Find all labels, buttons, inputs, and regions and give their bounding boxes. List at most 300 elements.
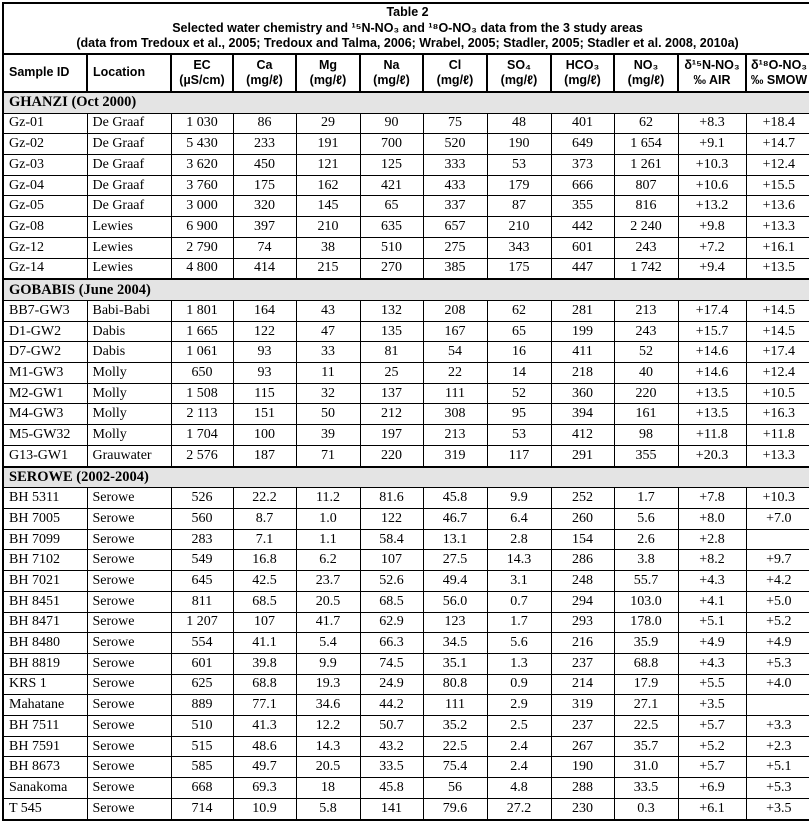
cell-cl: 80.8 (423, 674, 487, 695)
col-header-unit: (mg/ℓ) (564, 72, 601, 87)
cell-hco3: 411 (551, 342, 614, 363)
cell-hco3: 230 (551, 798, 614, 820)
cell-hco3: 199 (551, 321, 614, 342)
cell-sample-id: Gz-03 (3, 155, 87, 176)
cell-hco3: 666 (551, 175, 614, 196)
cell-ec: 1 801 (171, 300, 233, 321)
cell-no3: 55.7 (614, 571, 678, 592)
col-header-hco3 (551, 54, 614, 92)
cell-ec: 3 620 (171, 155, 233, 176)
cell-d18o-no3: +4.0 (746, 674, 809, 695)
cell-mg: 9.9 (296, 653, 360, 674)
cell-location: Serowe (87, 529, 171, 550)
cell-ca: 450 (233, 155, 296, 176)
cell-ec: 714 (171, 798, 233, 820)
table-row (3, 550, 809, 571)
cell-hco3: 216 (551, 633, 614, 654)
cell-so4: 343 (487, 237, 551, 258)
cell-d18o-no3: +3.5 (746, 798, 809, 820)
cell-sample-id: M1-GW3 (3, 363, 87, 384)
cell-location: De Graaf (87, 196, 171, 217)
cell-d18o-no3: +5.3 (746, 778, 809, 799)
cell-mg: 14.3 (296, 736, 360, 757)
table-row (3, 175, 809, 196)
cell-no3: 1 261 (614, 155, 678, 176)
cell-no3: 161 (614, 404, 678, 425)
cell-na: 68.5 (360, 591, 423, 612)
cell-d18o-no3: +14.5 (746, 321, 809, 342)
cell-no3: 178.0 (614, 612, 678, 633)
cell-ec: 2 113 (171, 404, 233, 425)
cell-cl: 56.0 (423, 591, 487, 612)
cell-sample-id: Gz-12 (3, 237, 87, 258)
cell-ca: 93 (233, 363, 296, 384)
cell-ec: 554 (171, 633, 233, 654)
cell-hco3: 267 (551, 736, 614, 757)
col-header-label: Na (383, 57, 400, 72)
title-row (3, 3, 809, 54)
cell-hco3: 288 (551, 778, 614, 799)
cell-sample-id: Gz-14 (3, 258, 87, 279)
cell-d15n-no3: +8.0 (678, 509, 746, 530)
cell-d15n-no3: +14.6 (678, 363, 746, 384)
col-header-unit: (mg/ℓ) (500, 72, 538, 87)
cell-so4: 0.9 (487, 674, 551, 695)
cell-hco3: 394 (551, 404, 614, 425)
cell-ca: 8.7 (233, 509, 296, 530)
cell-ec: 889 (171, 695, 233, 716)
water-chemistry-table (2, 2, 809, 821)
cell-d18o-no3: +16.3 (746, 404, 809, 425)
cell-d15n-no3: +20.3 (678, 445, 746, 466)
table-body (3, 92, 809, 820)
cell-ec: 650 (171, 363, 233, 384)
cell-no3: 2.6 (614, 529, 678, 550)
col-header-label: Cl (448, 57, 462, 72)
cell-cl: 275 (423, 237, 487, 258)
col-header-label: SO₄ (506, 57, 532, 72)
cell-sample-id: BH 8673 (3, 757, 87, 778)
cell-ca: 42.5 (233, 571, 296, 592)
cell-mg: 29 (296, 113, 360, 134)
cell-so4: 0.7 (487, 591, 551, 612)
cell-location: Molly (87, 404, 171, 425)
cell-mg: 19.3 (296, 674, 360, 695)
cell-ca: 68.5 (233, 591, 296, 612)
cell-ca: 48.6 (233, 736, 296, 757)
cell-d18o-no3: +16.1 (746, 237, 809, 258)
cell-so4: 1.7 (487, 612, 551, 633)
cell-hco3: 294 (551, 591, 614, 612)
cell-d15n-no3: +2.8 (678, 529, 746, 550)
cell-na: 220 (360, 445, 423, 466)
cell-no3: 17.9 (614, 674, 678, 695)
cell-d15n-no3: +4.3 (678, 653, 746, 674)
cell-hco3: 286 (551, 550, 614, 571)
cell-hco3: 373 (551, 155, 614, 176)
cell-sample-id: M2-GW1 (3, 383, 87, 404)
cell-hco3: 401 (551, 113, 614, 134)
cell-hco3: 237 (551, 653, 614, 674)
table-number: Table 2 (386, 5, 429, 19)
section-header-label: GHANZI (Oct 2000) (3, 92, 809, 113)
cell-ec: 585 (171, 757, 233, 778)
cell-no3: 807 (614, 175, 678, 196)
cell-location: Serowe (87, 612, 171, 633)
cell-cl: 27.5 (423, 550, 487, 571)
cell-na: 24.9 (360, 674, 423, 695)
cell-ec: 645 (171, 571, 233, 592)
cell-location: Serowe (87, 736, 171, 757)
cell-cl: 54 (423, 342, 487, 363)
cell-na: 25 (360, 363, 423, 384)
cell-sample-id: Mahatane (3, 695, 87, 716)
cell-ca: 107 (233, 612, 296, 633)
cell-ec: 2 576 (171, 445, 233, 466)
section-header-label: SEROWE (2002-2004) (3, 467, 809, 488)
col-header-cl (423, 54, 487, 92)
table-row (3, 488, 809, 509)
table-row (3, 237, 809, 258)
cell-so4: 2.4 (487, 736, 551, 757)
cell-mg: 1.0 (296, 509, 360, 530)
cell-ec: 1 665 (171, 321, 233, 342)
cell-d15n-no3: +5.1 (678, 612, 746, 633)
cell-hco3: 252 (551, 488, 614, 509)
cell-mg: 121 (296, 155, 360, 176)
cell-no3: 68.8 (614, 653, 678, 674)
cell-location: Dabis (87, 321, 171, 342)
cell-ec: 601 (171, 653, 233, 674)
cell-hco3: 154 (551, 529, 614, 550)
cell-d18o-no3 (746, 695, 809, 716)
cell-hco3: 237 (551, 716, 614, 737)
table-row (3, 134, 809, 155)
cell-cl: 22.5 (423, 736, 487, 757)
cell-hco3: 319 (551, 695, 614, 716)
cell-d15n-no3: +9.8 (678, 217, 746, 238)
table-row (3, 300, 809, 321)
cell-sample-id: D7-GW2 (3, 342, 87, 363)
cell-hco3: 601 (551, 237, 614, 258)
cell-d18o-no3: +4.2 (746, 571, 809, 592)
cell-no3: 33.5 (614, 778, 678, 799)
cell-cl: 213 (423, 425, 487, 446)
col-header-unit: ‰ SMOW (750, 72, 808, 87)
cell-ca: 151 (233, 404, 296, 425)
cell-location: Molly (87, 363, 171, 384)
cell-mg: 145 (296, 196, 360, 217)
cell-sample-id: BH 7102 (3, 550, 87, 571)
cell-na: 135 (360, 321, 423, 342)
cell-so4: 6.4 (487, 509, 551, 530)
cell-d18o-no3: +18.4 (746, 113, 809, 134)
cell-mg: 210 (296, 217, 360, 238)
cell-sample-id: Gz-01 (3, 113, 87, 134)
cell-no3: 2 240 (614, 217, 678, 238)
cell-sample-id: BH 7511 (3, 716, 87, 737)
cell-ca: 10.9 (233, 798, 296, 820)
cell-no3: 816 (614, 196, 678, 217)
cell-so4: 14.3 (487, 550, 551, 571)
table-source-note: (data from Tredoux et al., 2005; Tredoux and Talma, 2006; Wrabel, 2005; Stadler, 2005; Stadler et al. 2008, 2010a) (76, 36, 739, 51)
cell-na: 58.4 (360, 529, 423, 550)
cell-mg: 162 (296, 175, 360, 196)
cell-location: Serowe (87, 778, 171, 799)
cell-sample-id: Sanakoma (3, 778, 87, 799)
cell-d15n-no3: +6.9 (678, 778, 746, 799)
cell-cl: 13.1 (423, 529, 487, 550)
cell-sample-id: BH 8471 (3, 612, 87, 633)
col-header-na (360, 54, 423, 92)
cell-na: 635 (360, 217, 423, 238)
cell-location: Molly (87, 425, 171, 446)
column-header-row (3, 54, 809, 92)
cell-cl: 45.8 (423, 488, 487, 509)
cell-location: Serowe (87, 757, 171, 778)
cell-ca: 122 (233, 321, 296, 342)
cell-d15n-no3: +8.2 (678, 550, 746, 571)
cell-so4: 14 (487, 363, 551, 384)
cell-mg: 47 (296, 321, 360, 342)
table-row (3, 798, 809, 820)
cell-d18o-no3: +13.3 (746, 217, 809, 238)
cell-no3: 243 (614, 321, 678, 342)
cell-so4: 179 (487, 175, 551, 196)
table-row (3, 258, 809, 279)
cell-d15n-no3: +5.7 (678, 757, 746, 778)
cell-sample-id: BH 7099 (3, 529, 87, 550)
cell-cl: 308 (423, 404, 487, 425)
cell-mg: 5.4 (296, 633, 360, 654)
table-row (3, 217, 809, 238)
cell-na: 197 (360, 425, 423, 446)
col-header-unit: (mg/ℓ) (309, 72, 347, 87)
cell-d15n-no3: +10.6 (678, 175, 746, 196)
col-header-unit: (mg/ℓ) (373, 72, 410, 87)
cell-na: 81 (360, 342, 423, 363)
cell-na: 137 (360, 383, 423, 404)
cell-no3: 98 (614, 425, 678, 446)
table-row (3, 633, 809, 654)
col-header-d15n-no3 (678, 54, 746, 92)
cell-mg: 33 (296, 342, 360, 363)
cell-ec: 510 (171, 716, 233, 737)
cell-d18o-no3: +13.6 (746, 196, 809, 217)
cell-location: Grauwater (87, 445, 171, 466)
cell-d15n-no3: +14.6 (678, 342, 746, 363)
cell-sample-id: Gz-08 (3, 217, 87, 238)
col-header-label: Sample ID (9, 65, 70, 80)
cell-d18o-no3: +2.3 (746, 736, 809, 757)
table-row (3, 404, 809, 425)
cell-ec: 811 (171, 591, 233, 612)
col-header-so4 (487, 54, 551, 92)
cell-d15n-no3: +7.2 (678, 237, 746, 258)
cell-d18o-no3: +5.1 (746, 757, 809, 778)
col-header-label: δ¹⁸O-NO₃ (751, 57, 808, 72)
cell-so4: 27.2 (487, 798, 551, 820)
cell-ca: 7.1 (233, 529, 296, 550)
cell-mg: 38 (296, 237, 360, 258)
cell-ca: 175 (233, 175, 296, 196)
cell-ca: 93 (233, 342, 296, 363)
cell-mg: 32 (296, 383, 360, 404)
col-header-unit: (mg/ℓ) (246, 72, 283, 87)
cell-mg: 71 (296, 445, 360, 466)
cell-sample-id: T 545 (3, 798, 87, 820)
cell-so4: 53 (487, 155, 551, 176)
cell-location: Lewies (87, 237, 171, 258)
cell-location: Serowe (87, 653, 171, 674)
cell-d18o-no3: +11.8 (746, 425, 809, 446)
col-header-ca (233, 54, 296, 92)
cell-no3: 213 (614, 300, 678, 321)
cell-d18o-no3 (746, 529, 809, 550)
cell-so4: 2.4 (487, 757, 551, 778)
cell-hco3: 447 (551, 258, 614, 279)
cell-mg: 11.2 (296, 488, 360, 509)
cell-cl: 333 (423, 155, 487, 176)
cell-sample-id: BH 7591 (3, 736, 87, 757)
cell-no3: 52 (614, 342, 678, 363)
cell-so4: 2.5 (487, 716, 551, 737)
cell-d15n-no3: +13.5 (678, 404, 746, 425)
cell-d18o-no3: +10.5 (746, 383, 809, 404)
table-row (3, 155, 809, 176)
cell-d15n-no3: +13.2 (678, 196, 746, 217)
cell-ec: 6 900 (171, 217, 233, 238)
cell-location: Serowe (87, 798, 171, 820)
table-row (3, 196, 809, 217)
table-row (3, 425, 809, 446)
cell-d18o-no3: +9.7 (746, 550, 809, 571)
col-header-label: HCO₃ (565, 57, 600, 72)
cell-ec: 1 508 (171, 383, 233, 404)
table-caption: Selected water chemistry and ¹⁵N-NO₃ and ¹⁸O-NO₃ data from the 3 study areas (172, 20, 643, 35)
table-row (3, 612, 809, 633)
cell-d15n-no3: +17.4 (678, 300, 746, 321)
cell-na: 52.6 (360, 571, 423, 592)
cell-so4: 3.1 (487, 571, 551, 592)
col-header-label: δ¹⁵N-NO₃ (684, 57, 740, 72)
cell-so4: 175 (487, 258, 551, 279)
cell-d15n-no3: +4.9 (678, 633, 746, 654)
cell-na: 43.2 (360, 736, 423, 757)
cell-so4: 4.8 (487, 778, 551, 799)
cell-na: 33.5 (360, 757, 423, 778)
cell-ec: 1 207 (171, 612, 233, 633)
cell-d18o-no3: +13.3 (746, 445, 809, 466)
col-header-label: NO₃ (633, 57, 659, 72)
cell-ca: 86 (233, 113, 296, 134)
col-header-label: Mg (318, 57, 338, 72)
cell-ec: 1 030 (171, 113, 233, 134)
col-header-sample-id (3, 54, 87, 92)
cell-cl: 520 (423, 134, 487, 155)
col-header-unit: (mg/ℓ) (436, 72, 474, 87)
cell-no3: 27.1 (614, 695, 678, 716)
cell-ec: 668 (171, 778, 233, 799)
cell-d15n-no3: +13.5 (678, 383, 746, 404)
cell-na: 74.5 (360, 653, 423, 674)
cell-ca: 320 (233, 196, 296, 217)
cell-no3: 1.7 (614, 488, 678, 509)
cell-so4: 2.9 (487, 695, 551, 716)
cell-d18o-no3: +14.7 (746, 134, 809, 155)
cell-cl: 46.7 (423, 509, 487, 530)
col-header-label: Location (93, 65, 146, 80)
cell-location: Serowe (87, 591, 171, 612)
cell-no3: 35.9 (614, 633, 678, 654)
cell-ec: 560 (171, 509, 233, 530)
cell-mg: 34.6 (296, 695, 360, 716)
cell-no3: 103.0 (614, 591, 678, 612)
cell-cl: 657 (423, 217, 487, 238)
table-row (3, 529, 809, 550)
cell-ec: 4 800 (171, 258, 233, 279)
cell-ca: 41.1 (233, 633, 296, 654)
cell-no3: 22.5 (614, 716, 678, 737)
cell-ca: 414 (233, 258, 296, 279)
cell-no3: 5.6 (614, 509, 678, 530)
cell-ec: 549 (171, 550, 233, 571)
cell-ec: 526 (171, 488, 233, 509)
cell-d18o-no3: +10.3 (746, 488, 809, 509)
cell-cl: 35.2 (423, 716, 487, 737)
cell-ca: 397 (233, 217, 296, 238)
cell-na: 44.2 (360, 695, 423, 716)
table-row (3, 383, 809, 404)
cell-no3: 355 (614, 445, 678, 466)
cell-sample-id: Gz-05 (3, 196, 87, 217)
cell-ca: 100 (233, 425, 296, 446)
cell-mg: 39 (296, 425, 360, 446)
cell-hco3: 190 (551, 757, 614, 778)
cell-sample-id: M5-GW32 (3, 425, 87, 446)
cell-mg: 215 (296, 258, 360, 279)
cell-sample-id: M4-GW3 (3, 404, 87, 425)
cell-no3: 3.8 (614, 550, 678, 571)
cell-d18o-no3: +14.5 (746, 300, 809, 321)
cell-na: 90 (360, 113, 423, 134)
cell-so4: 9.9 (487, 488, 551, 509)
cell-no3: 40 (614, 363, 678, 384)
cell-mg: 11 (296, 363, 360, 384)
cell-ca: 164 (233, 300, 296, 321)
cell-sample-id: D1-GW2 (3, 321, 87, 342)
cell-mg: 191 (296, 134, 360, 155)
cell-na: 62.9 (360, 612, 423, 633)
cell-na: 122 (360, 509, 423, 530)
cell-d18o-no3: +5.0 (746, 591, 809, 612)
cell-location: De Graaf (87, 113, 171, 134)
cell-cl: 111 (423, 383, 487, 404)
cell-na: 125 (360, 155, 423, 176)
cell-so4: 190 (487, 134, 551, 155)
table-row (3, 591, 809, 612)
cell-d18o-no3: +3.3 (746, 716, 809, 737)
cell-so4: 2.8 (487, 529, 551, 550)
cell-na: 45.8 (360, 778, 423, 799)
cell-location: Serowe (87, 674, 171, 695)
table-row (3, 695, 809, 716)
cell-so4: 65 (487, 321, 551, 342)
col-header-d18o-no3 (746, 54, 809, 92)
cell-cl: 35.1 (423, 653, 487, 674)
table-row (3, 571, 809, 592)
cell-d15n-no3: +9.1 (678, 134, 746, 155)
